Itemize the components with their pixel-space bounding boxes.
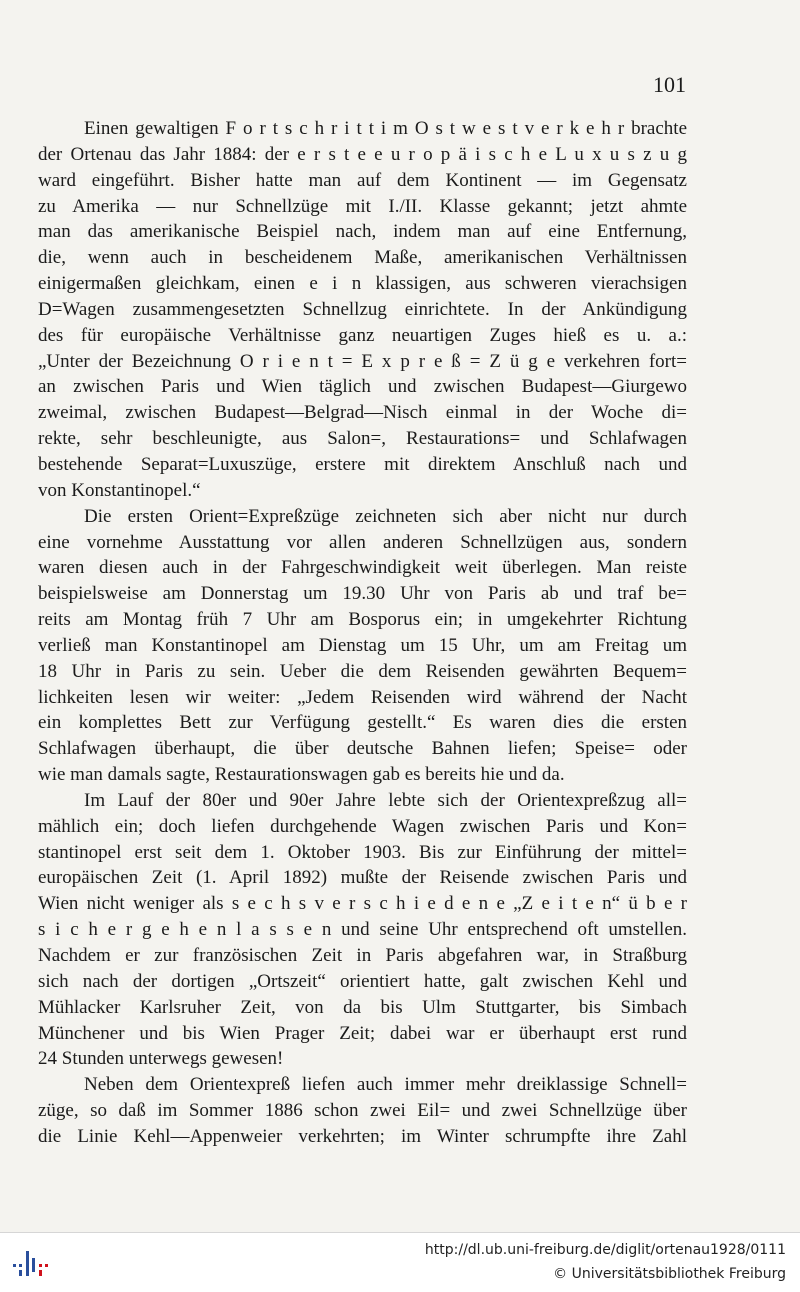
text-line: von Konstantinopel.“ <box>38 479 201 501</box>
text-line: Mühlacker Karlsruher Zeit, von da bis Ulm Stuttgarter, bis Simbach <box>38 996 687 1018</box>
text-line: lichkeiten lesen wir weiter: „Jedem Reisenden wird während der Nacht <box>38 686 687 708</box>
text-line: die, wenn auch in bescheidenem Maße, amerikanischen Verhältnissen <box>38 247 687 269</box>
text-line: einigermaßen gleichkam, einen e i n klassigen, aus schweren vierachsigen <box>38 273 687 295</box>
body-text <box>38 116 687 1150</box>
text-line: eine vornehme Ausstattung vor allen anderen Schnellzügen aus, sondern <box>38 531 687 553</box>
text-line: des für europäische Verhältnisse ganz neuartigen Zuges hieß es u. a.: <box>38 324 687 346</box>
text-line: wie man damals sagte, Restaurationswagen gab es bereits hie und da. <box>38 764 565 786</box>
text-line: an zwischen Paris und Wien täglich und zwischen Budapest—Giurgewo <box>38 376 687 398</box>
text-line: s i c h e r g e h e n l a s s e n und seine Uhr entsprechend oft umstellen. <box>38 919 687 941</box>
footer-bar <box>0 1232 800 1292</box>
text-line: bestehende Separat=Luxuszüge, erstere mit direktem Anschluß nach und <box>38 453 687 475</box>
text-line: züge, so daß im Sommer 1886 schon zwei Eil= und zwei Schnellzüge über <box>38 1100 687 1122</box>
text-line: 18 Uhr in Paris zu sein. Ueber die dem Reisenden gewährten Bequem= <box>38 660 687 682</box>
text-line: reits am Montag früh 7 Uhr am Bosporus ein; in umgekehrter Richtung <box>38 609 687 631</box>
page-number: 101 <box>653 72 686 97</box>
text-line: stantinopel erst seit dem 1. Oktober 1903. Bis zur Einführung der mittel= <box>38 841 687 863</box>
copyright-text: © Universitätsbibliothek Freiburg <box>553 1266 786 1282</box>
text-line: 24 Stunden unterwegs gewesen! <box>38 1048 284 1070</box>
text-line: rekte, sehr beschleunigte, aus Salon=, Restaurations= und Schlafwagen <box>38 428 687 450</box>
text-line: man das amerikanische Beispiel nach, indem man auf eine Entfernung, <box>38 221 687 243</box>
text-line: beispielsweise am Donnerstag um 19.30 Uhr von Paris ab und traf be= <box>38 583 687 605</box>
text-line: Die ersten Orient=Expreßzüge zeichneten sich aber nicht nur durch <box>84 505 687 527</box>
text-line: ein komplettes Bett zur Verfügung gestellt.“ Es waren dies die ersten <box>38 712 687 734</box>
text-line: Einen gewaltigen F o r t s c h r i t t i m O s t w e s t v e r k e h r brachte <box>84 118 687 139</box>
ub-freiburg-logo-icon <box>12 1247 52 1279</box>
text-line: zu Amerika — nur Schnellzüge mit I./II. Klasse gekannt; jetzt ahmte <box>38 195 687 217</box>
text-line: Neben dem Orientexpreß liefen auch immer mehr dreiklassige Schnell= <box>84 1074 687 1096</box>
text-line: „Unter der Bezeichnung O r i e n t = E x p r e ß = Z ü g e verkehren fort= <box>38 350 687 372</box>
text-line: zweimal, zwischen Budapest—Belgrad—Nisch einmal in der Woche di= <box>38 402 687 424</box>
text-line: waren diesen auch in der Fahrgeschwindigkeit weit überlegen. Man reiste <box>38 557 687 579</box>
text-line: Schlafwagen überhaupt, die über deutsche Bahnen liefen; Speise= oder <box>38 738 687 760</box>
text-line: europäischen Zeit (1. April 1892) mußte der Reisende zwischen Paris und <box>38 867 687 889</box>
text-line: Im Lauf der 80er und 90er Jahre lebte sich der Orientexpreßzug all= <box>84 789 687 811</box>
text-line: Münchener und bis Wien Prager Zeit; dabei war er überhaupt erst rund <box>38 1022 687 1044</box>
text-line: der Ortenau das Jahr 1884: der e r s t e e u r o p ä i s c h e L u x u s z u g <box>38 143 687 165</box>
text-line: ward eingeführt. Bisher hatte man auf dem Kontinent — im Gegensatz <box>38 169 687 191</box>
text-line: D=Wagen zusammengesetzten Schnellzug einrichtete. In der Ankündigung <box>38 298 687 320</box>
text-line: sich nach der dortigen „Ortszeit“ orientiert hatte, galt zwischen Kehl und <box>38 970 687 992</box>
text-line: verließ man Konstantinopel am Dienstag um 15 Uhr, um am Freitag um <box>38 634 687 656</box>
source-url-link[interactable]: http://dl.ub.uni-freiburg.de/diglit/ortenau1928/0111 <box>424 1242 786 1258</box>
text-line: Nachdem er zur französischen Zeit in Paris abgefahren war, in Straßburg <box>38 945 687 966</box>
text-line: Wien nicht weniger als s e c h s v e r s c h i e d e n e „Z e i t e n“ ü b e r <box>38 893 687 915</box>
text-line: mählich ein; doch liefen durchgehende Wagen zwischen Paris und Kon= <box>38 815 687 837</box>
text-line: die Linie Kehl—Appenweier verkehrten; im Winter schrumpfte ihre Zahl <box>38 1125 687 1147</box>
